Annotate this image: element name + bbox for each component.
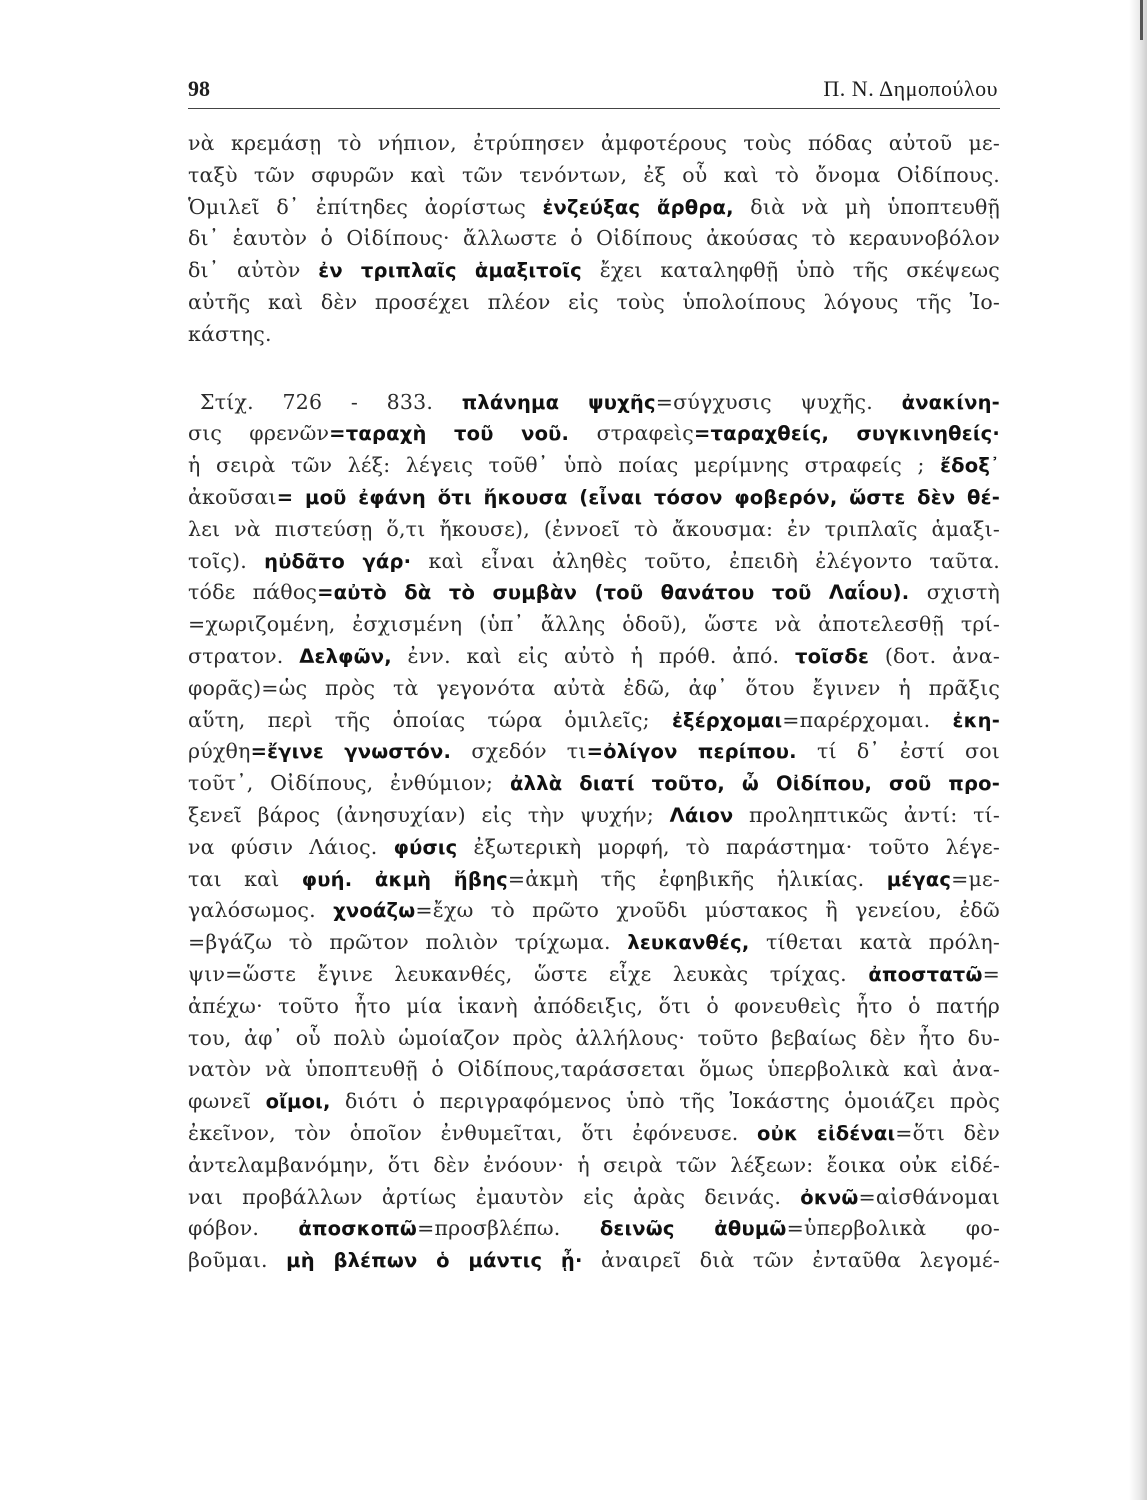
text-line — [188, 832, 1000, 864]
text-line — [188, 705, 1000, 737]
text-run: =αἰσθάνομαι — [858, 1184, 1000, 1209]
text-line — [188, 1150, 1000, 1182]
lemma-bold: ηὐδᾶτο γάρ· — [264, 549, 412, 573]
text-run: ἀκοῦσαι — [188, 484, 277, 509]
text-line — [188, 192, 1000, 224]
text-run: =ὅτι δὲν — [895, 1120, 1000, 1145]
paragraph-2 — [188, 387, 1000, 1277]
lemma-bold: λευκανθές, — [627, 931, 750, 955]
lemma-bold: ἐκη- — [952, 708, 1000, 732]
text-run: ἡ σειρὰ τῶν λέξ: λέγεις τοῦθ᾽ ὑπὸ ποίας μερίμνης στραφείς ; — [188, 453, 941, 478]
text-run: =ἔχω τὸ πρῶτο χνοῦδι μύστακος ἢ γενείου, ἐδῶ — [415, 898, 1000, 923]
lemma-bold: = μοῦ ἐφάνη ὅτι ἤκουσα (εἶναι τόσον φοβερόν, ὥστε δὲν θέ- — [276, 485, 1000, 509]
text-run: ἀπέχω· τοῦτο ἦτο μία ἱκανὴ ἀπόδειξις, ὅτι ὁ φονευθεὶς ἦτο ὁ πατήρ — [188, 993, 1000, 1018]
text-run: κάστης. — [188, 321, 272, 346]
paragraph-1 — [188, 128, 1000, 351]
text-line — [188, 287, 1000, 319]
lemma-bold: οὐκ εἰδέναι — [757, 1121, 896, 1145]
text-line — [188, 160, 1000, 192]
text-line — [188, 514, 1000, 546]
text-run: ναι προβάλλων ἀρτίως ἐμαυτὸν εἰς ἀρὰς δεινάς. — [188, 1184, 801, 1209]
text-run: τίθεται κατὰ πρόλη- — [749, 930, 1001, 955]
text-run: ἐνν. καὶ εἰς αὐτὸ ἡ πρόθ. ἀπό. — [391, 643, 795, 668]
lemma-bold: Δελφῶν, — [299, 644, 392, 668]
lemma-bold: =ὀλίγον περίπου. — [586, 740, 818, 764]
text-line — [188, 768, 1000, 800]
lemma-bold: φυή. ἀκμὴ ἥβης — [301, 867, 508, 891]
text-line — [188, 1182, 1000, 1214]
text-run: να φύσιν Λάιος. — [188, 834, 394, 859]
text-run: Στίχ. 726 - 833. — [200, 389, 462, 414]
text-line — [188, 609, 1000, 641]
text-line — [188, 959, 1000, 991]
text-run: αὕτη, περὶ τῆς ὁποίας τώρα ὁμιλεῖς; — [188, 707, 672, 732]
lemma-bold: ἐνζεύξας ἄρθρα, — [542, 195, 734, 219]
page-edge-mark — [1140, 0, 1143, 40]
lemma-bold: ἀποσκοπῶ — [298, 1217, 418, 1241]
text-line — [188, 546, 1000, 578]
text-run: φωνεῖ — [188, 1089, 266, 1114]
text-line — [188, 418, 1000, 450]
text-run: ται καὶ — [188, 866, 302, 891]
lemma-bold: ἀλλὰ διατί τοῦτο, ὦ Οἰδίπου, σοῦ προ- — [493, 772, 1000, 796]
text-line — [188, 895, 1000, 927]
text-line — [188, 1118, 1000, 1150]
text-run: ἔχει καταληφθῇ ὑπὸ τῆς σκέψεως — [581, 258, 1000, 283]
lemma-bold: ἐξέρχομαι — [671, 708, 783, 732]
lemma-bold: χνοάζω — [333, 899, 416, 923]
text-line — [188, 1023, 1000, 1055]
text-run: νατὸν νὰ ὑποπτευθῇ ὁ Οἰδίπους,ταράσσεται ὅμως ὑπερβολικὰ καὶ ἀνα- — [188, 1057, 1000, 1082]
lemma-bold: ὀκνῶ — [800, 1185, 859, 1209]
lemma-bold: μέγας — [886, 867, 952, 891]
text-run: βοῦμαι. — [188, 1248, 287, 1273]
lemma-bold: =αὐτὸ δὰ τὸ συμβὰν (τοῦ θανάτου τοῦ Λαΐου). — [317, 581, 927, 605]
text-line — [188, 450, 1000, 482]
text-line — [188, 736, 1000, 768]
lemma-bold: φύσις — [393, 835, 458, 859]
text-run: στρατον. — [188, 643, 300, 668]
text-run: Ὁμιλεῖ δ᾽ ἐπίτηδες ἀορίστως — [188, 194, 543, 219]
lemma-bold: ἔδοξ᾽ — [940, 454, 1000, 478]
text-run: διὰ νὰ μὴ ὑποπτευθῇ — [733, 194, 1001, 219]
text-run: =χωριζομένη, ἐσχισμένη (ὑπ᾽ ἄλλης ὁδοῦ), ὥστε νὰ ἀποτελεσθῇ τρί- — [188, 612, 1000, 637]
text-line — [188, 800, 1000, 832]
lemma-bold: δεινῶς ἀθυμῶ — [599, 1217, 787, 1241]
text-run: =σύγχυσις ψυχῆς. — [655, 389, 902, 414]
text-run: ἐξωτερικὴ μορφή, τὸ παράστημα· τοῦτο λέγε- — [457, 834, 1001, 859]
lemma-bold: =ταραχὴ τοῦ νοῦ. — [329, 422, 597, 446]
text-run: ἀναιρεῖ διὰ τῶν ἐνταῦθα λεγομέ- — [582, 1248, 1000, 1273]
lemma-bold: ἐν τριπλαῖς ἁμαξιτοῖς — [318, 259, 582, 283]
text-line — [188, 1054, 1000, 1086]
text-run: φορᾶς)=ὡς πρὸς τὰ γεγονότα αὐτὰ ἐδῶ, ἀφ᾽ ὅτου ἔγινεν ἡ πρᾶξις — [188, 675, 1000, 700]
text-run: λει νὰ πιστεύσῃ ὅ,τι ἤκουσε), (ἐννοεῖ τὸ ἄκουσμα: ἐν τριπλαῖς ἁμαξι- — [188, 516, 1000, 541]
text-run: = — [982, 961, 1000, 986]
lemma-bold: ἀποστατῶ — [868, 962, 983, 986]
text-run: ξενεῖ βάρος (ἀνησυχίαν) εἰς τὴν ψυχήν; — [188, 802, 670, 827]
text-run: =βγάζω τὸ πρῶτον πολιὸν τρίχωμα. — [188, 930, 628, 955]
lemma-bold: =ἔγινε γνωστόν. — [250, 740, 472, 764]
text-line — [188, 255, 1000, 287]
lemma-bold: Λάιον — [669, 803, 734, 827]
lemma-bold: =ταραχθείς, συγκινηθείς· — [693, 422, 1000, 446]
text-run: ἐκεῖνον, τὸν ὁποῖον ἐνθυμεῖται, ὅτι ἐφόνευσε. — [188, 1120, 758, 1145]
header-rule — [188, 108, 1000, 109]
page-number: 98 — [188, 76, 210, 101]
text-run: σις φρενῶν — [188, 421, 330, 446]
text-run: =παρέρχομαι. — [782, 707, 953, 732]
text-run: =προσβλέπω. — [417, 1216, 600, 1241]
body-text — [188, 128, 1000, 1277]
lemma-bold: οἴμοι, — [265, 1090, 331, 1114]
text-run: =ἀκμὴ τῆς ἐφηβικῆς ἡλικίας. — [507, 866, 887, 891]
text-run: διότι ὁ περιγραφόμενος ὑπὸ τῆς Ἰοκάστης ὁμοιάζει πρὸς — [330, 1089, 1000, 1114]
text-run: τοῖς). — [188, 548, 265, 573]
text-line — [188, 864, 1000, 896]
text-run: νὰ κρεμάσῃ τὸ νήπιον, ἐτρύπησεν ἀμφοτέρους τοὺς πόδας αὐτοῦ με- — [188, 131, 1000, 155]
text-line — [188, 1213, 1000, 1245]
text-run: σχιστὴ — [926, 580, 1000, 605]
text-line — [188, 128, 1000, 160]
text-run: ταξὺ τῶν σφυρῶν καὶ τῶν τενόντων, ἐξ οὗ καὶ τὸ ὄνομα Οἰδίπους. — [188, 162, 1000, 187]
text-run: φόβον. — [188, 1216, 299, 1241]
text-line — [188, 1086, 1000, 1118]
text-line — [188, 641, 1000, 673]
text-run: του, ἀφ᾽ οὗ πολὺ ὡμοίαζον πρὸς ἀλλήλους· τοῦτο βεβαίως δὲν ἦτο δυ- — [188, 1025, 1000, 1050]
paragraph-gap — [188, 351, 1000, 387]
page-header — [188, 74, 998, 106]
text-line — [188, 319, 1000, 351]
text-run: προληπτικῶς ἀντί: τί- — [733, 802, 1001, 827]
text-line — [188, 223, 1000, 255]
text-run: =ὑπερβολικὰ φο- — [786, 1216, 1000, 1241]
text-run: δι᾽ αὐτὸν — [188, 258, 319, 283]
text-run: δι᾽ ἑαυτὸν ὁ Οἰδίπους· ἄλλωστε ὁ Οἰδίπους ἀκούσας τὸ κεραυνοβόλον — [188, 226, 1000, 251]
lemma-bold: τοῖσδε — [795, 644, 870, 668]
text-run: (δοτ. ἀνα- — [869, 643, 1000, 668]
running-head: Π. Ν. Δημοπούλου — [823, 76, 998, 101]
text-run: ψιν=ὥστε ἔγινε λευκανθές, ὥστε εἶχε λευκὰς τρίχας. — [188, 961, 869, 986]
text-run: γαλόσωμος. — [188, 898, 334, 923]
text-run: τοῦτ᾽, Οἰδίπους, ἐνθύμιον; — [188, 771, 494, 796]
text-run: ἀντελαμβανόμην, ὅτι δὲν ἐνόουν· ἡ σειρὰ τῶν λέξεων: ἔοικα οὐκ εἰδέ- — [188, 1152, 1000, 1177]
page-edge-shadow — [1129, 0, 1147, 1500]
text-line — [188, 577, 1000, 609]
text-run: τόδε πάθος — [188, 580, 318, 605]
text-line — [188, 673, 1000, 705]
text-line — [188, 387, 1000, 419]
text-line — [188, 991, 1000, 1023]
text-line — [188, 482, 1000, 514]
lemma-bold: μὴ βλέπων ὁ μάντις ᾖ· — [286, 1249, 583, 1273]
text-line — [188, 927, 1000, 959]
text-line — [188, 1245, 1000, 1277]
lemma-bold: ἀνακίνη- — [901, 390, 1000, 414]
text-run: τί δ᾽ ἐστί σοι — [817, 739, 1000, 764]
text-run: στραφεὶς — [596, 421, 694, 446]
text-run: =με- — [951, 866, 1000, 891]
text-run: αὐτῆς καὶ δὲν προσέχει πλέον εἰς τοὺς ὑπολοίπους λόγους τῆς Ἰο- — [188, 289, 1000, 314]
text-run: καὶ εἶναι ἀληθὲς τοῦτο, ἐπειδὴ ἐλέγοντο ταῦτα. — [411, 548, 1000, 573]
lemma-bold: πλάνημα ψυχῆς — [461, 390, 656, 414]
text-run: σχεδόν τι — [471, 739, 587, 764]
text-run: ρύχθη — [188, 739, 251, 764]
